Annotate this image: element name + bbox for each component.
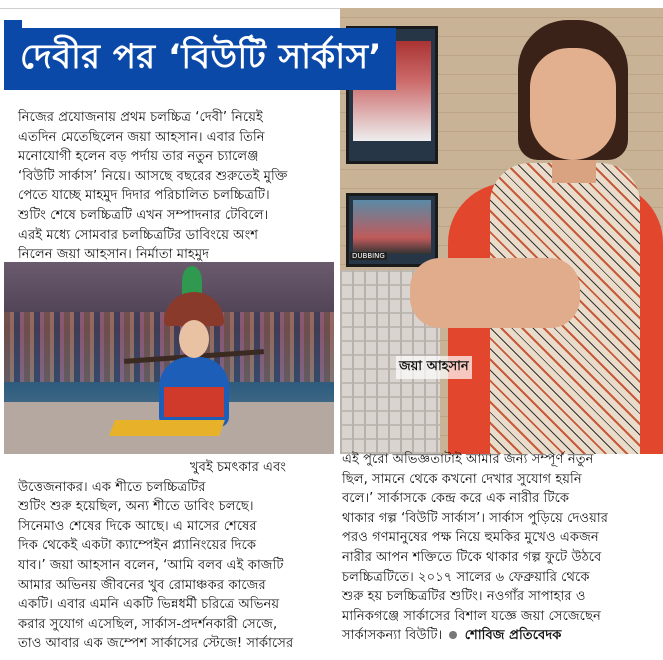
text-line-last-content: সার্কাসকন্যা বিউটি। xyxy=(342,628,443,644)
text-line: পেতে যাচ্ছে মাহমুদ দিদার পরিচালিত চলচ্চিত্রটি। xyxy=(18,188,270,204)
text-line: শুটিং শেষে চলচ্চিত্রটি এখন সম্পাদনার টেবিলে। xyxy=(18,207,269,223)
text-line: উত্তেজনাকর। এক শীতে চলচ্চিত্রটির xyxy=(18,479,206,495)
article-column-1-bottom xyxy=(18,458,334,654)
text-line-last xyxy=(342,626,642,646)
text-line: নিলেন জয়া আহসান। নির্মাতা মাহমুদ xyxy=(18,247,210,263)
text-line: মানিকগঞ্জে সার্কাসের বিশাল যজ্ঞে জয়া সেজেছেন xyxy=(342,608,601,624)
text-line: শুটিং শুরু হয়েছিল, অন্য শীতে ডাবিং চলছে। xyxy=(18,499,254,515)
performer-head xyxy=(179,320,209,358)
text-line: এই পুরো অভিজ্ঞতাটাই আমার জন্য সম্পূর্ণ নতুন xyxy=(342,452,594,467)
text-line: এরই মধ্যে সোমবার চলচ্চিত্রটির ডাবিংয়ে অংশ xyxy=(18,227,259,243)
text-line: মনোযোগী হলেন বড় পর্দায় তার নতুন চ্যালেঞ্জ xyxy=(18,149,259,165)
article-column-2 xyxy=(342,450,642,646)
text-line: ‘বিউটি সার্কাস’ নিয়ে। আসছে বছরের শুরুতেই মুক্তি xyxy=(18,168,288,184)
text-line: তাও আবার এক জম্পেশ সার্কাসের স্টেজে! সার্কাসের xyxy=(18,636,294,652)
bullet-icon xyxy=(449,631,457,639)
text-line: দিক থেকেই একটা ক্যাম্পেইন প্ল্যানিংয়ের দিকে xyxy=(18,538,257,554)
text-line: আমার অভিনয় জীবনের খুব রোমাঞ্চকর কাজের xyxy=(18,577,266,593)
woman-arms xyxy=(410,258,580,328)
photo-caption: জয়া আহসান xyxy=(396,356,472,379)
text-line: একটি। এবার এমনি একটি ভিন্নধর্মী চরিত্রে অভিনয় xyxy=(18,597,280,613)
circus-photo xyxy=(4,262,334,454)
text-line: খুবই চমৎকার এবং xyxy=(190,460,287,475)
text-line: যাব।’ জয়া আহসান বলেন, ‘আমি বলব এই কাজটি xyxy=(18,557,284,573)
text-line: করার সুযোগ এসেছিল, সার্কাস-প্রদর্শনকারী সেজে, xyxy=(18,616,278,632)
text-line: বলে।’ সার্কাসকে কেন্দ্র করে এক নারীর টিকে xyxy=(342,491,570,507)
article-column-1-top xyxy=(18,108,334,284)
headline-bar xyxy=(4,28,396,90)
dubbing-tag: DUBBING xyxy=(352,252,385,260)
text-line: পরও গণমানুষের পক্ষ নিয়ে হুমকির মুখেও একজন xyxy=(342,530,599,546)
performer-platter xyxy=(109,420,225,436)
woman-face xyxy=(530,48,616,160)
performer-dress xyxy=(164,387,224,417)
text-line: নারীর আপন শক্তিতে টিকে থাকার গল্প ফুটে উঠবে xyxy=(342,549,602,565)
text-line: সিনেমাও শেষের দিকে আছে। এ মাসের শেষের xyxy=(18,518,257,534)
text-line: থাকার গল্প ‘বিউটি সার্কাস’। সার্কাস পুড়িয়ে দেওয়ার xyxy=(342,510,608,526)
text-line: শুরু হয় চলচ্চিত্রটির শুটিং। নওগাঁর সাপাহার ও xyxy=(342,589,586,605)
text-line: চলচ্চিত্রটিতে। ২০১৭ সালের ৬ ফেব্রুয়ারি থেকে xyxy=(342,569,590,585)
text-line: ছিল, সামনে থেকে কখনো দেখার সুযোগ হয়নি xyxy=(342,471,582,487)
headline: দেবীর পর ‘বিউটি সার্কাস’ xyxy=(20,36,382,77)
text-line: নিজের প্রযোজনায় প্রথম চলচ্চিত্র ‘দেবী’ নিয়েই xyxy=(18,110,263,125)
text-line: এতদিন মেতেছিলেন জয়া আহসান। এবার তিনি xyxy=(18,129,265,145)
byline: শোবিজ প্রতিবেদক xyxy=(464,628,562,644)
